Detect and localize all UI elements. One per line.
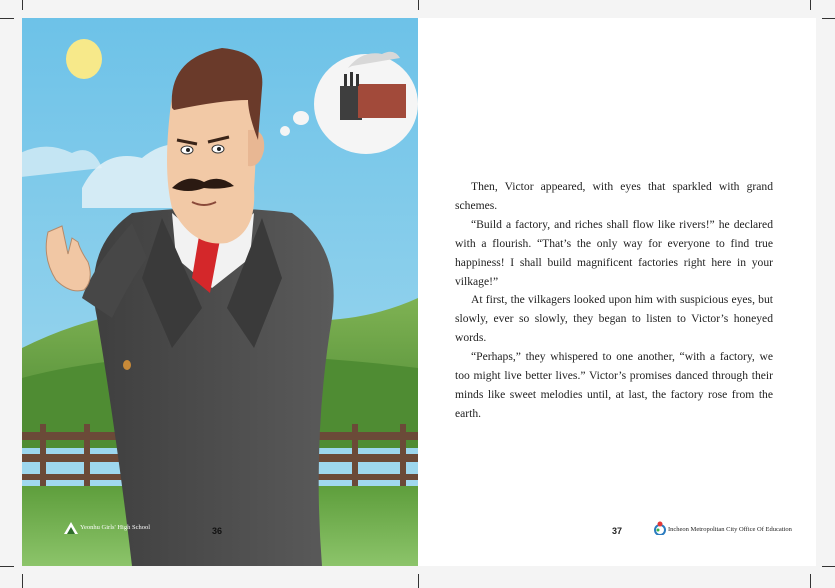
- office-logo-icon: [654, 521, 666, 535]
- crop-mark: [822, 566, 835, 567]
- crop-mark: [22, 0, 23, 10]
- crop-mark: [822, 18, 835, 19]
- story-text: [455, 178, 773, 424]
- illustration-page: [22, 18, 418, 566]
- crop-mark: [0, 566, 14, 567]
- victor-illustration: [22, 18, 418, 566]
- page-number-right: 37: [612, 526, 623, 536]
- crop-mark: [810, 574, 811, 588]
- office-name: Incheon Metropolitan City Office Of Education: [668, 526, 792, 533]
- thought-bubble-small: [280, 126, 290, 136]
- crop-mark: [418, 0, 419, 10]
- crop-mark: [810, 0, 811, 10]
- school-name: Yeonhu Girls' High School: [80, 524, 151, 531]
- crop-mark: [0, 18, 14, 19]
- paragraph: “Perhaps,” they whispered to one another, “with a factory, we too might live better lives.” Victor’s promises danced through their minds like sweet melodies until, at last, the factory rose from the earth.: [455, 350, 773, 420]
- crop-mark: [418, 574, 419, 588]
- sun: [66, 39, 102, 79]
- paragraph: Then, Victor appeared, with eyes that sparkled with grand schemes.: [455, 180, 773, 212]
- crop-mark: [22, 574, 23, 588]
- page-number-left: 36: [212, 526, 223, 536]
- face: [167, 96, 256, 244]
- thought-bubble-medium: [293, 111, 309, 125]
- suit-button: [123, 360, 131, 370]
- paragraph: “Build a factory, and riches shall flow like rivers!” he declared with a flourish. “That’s the only way for everyone to find true happiness! I shall build magnificent factories right here in your vilkage!”: [455, 217, 773, 288]
- school-logo-icon: [64, 522, 78, 534]
- paragraph: At first, the vilkagers looked upon him with suspicious eyes, but slowly, ever so slowly, they began to listen to Victor’s honeyed words.: [455, 293, 773, 345]
